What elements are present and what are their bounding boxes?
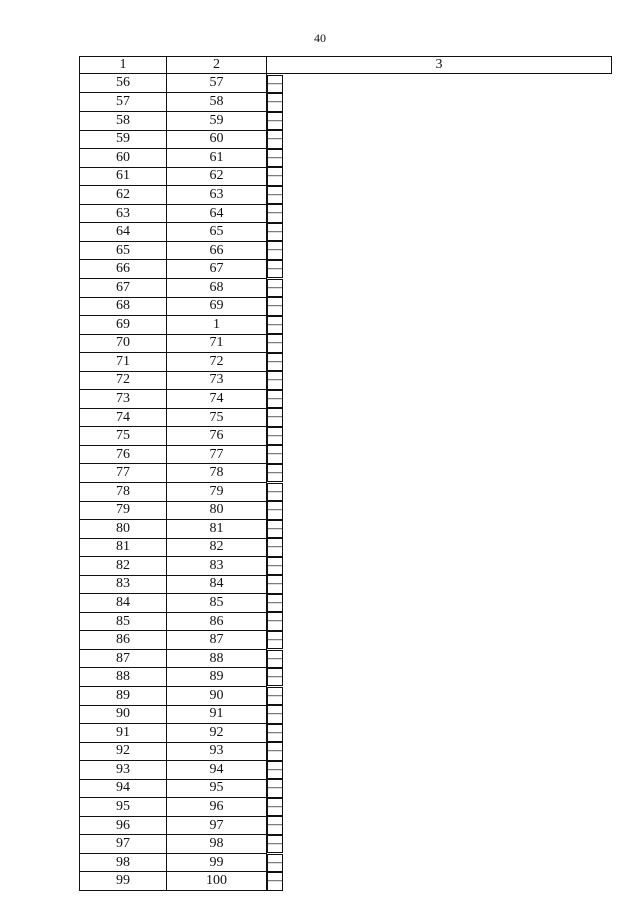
table-row <box>80 594 612 613</box>
table-cell-col2: 74 <box>167 390 267 409</box>
table-row <box>80 575 612 594</box>
table-row <box>80 686 612 705</box>
table-cell-col1: 92 <box>80 742 167 761</box>
table-cell-col3: — <box>267 872 283 890</box>
table-row <box>80 520 612 539</box>
table-body <box>80 57 612 891</box>
table-cell-col2: 73 <box>167 371 267 390</box>
table-cell-col2: 92 <box>167 724 267 743</box>
table-cell-col2: 66 <box>167 241 267 260</box>
table-cell-col1: 65 <box>80 241 167 260</box>
table-cell-col2: 76 <box>167 427 267 446</box>
table-cell-col2: 72 <box>167 353 267 372</box>
table-cell-col3: — <box>267 501 283 519</box>
header-cell-3: 3 <box>267 57 612 74</box>
table-row <box>80 557 612 576</box>
table-cell-col1: 97 <box>80 835 167 854</box>
table-cell-col3: — <box>267 798 283 816</box>
header-cell-1: 1 <box>80 57 167 74</box>
table-cell-col3: — <box>267 112 283 130</box>
table-cell-col2: 62 <box>167 167 267 186</box>
table-cell-col1: 75 <box>80 427 167 446</box>
table-cell-col3: — <box>267 761 283 779</box>
table-cell-col1: 94 <box>80 779 167 798</box>
table-row <box>80 501 612 520</box>
table-cell-col3: — <box>267 427 283 445</box>
table-cell-col3: — <box>267 520 283 538</box>
table-cell-col1: 87 <box>80 649 167 668</box>
table-cell-col2: 95 <box>167 779 267 798</box>
table-cell-col2: 61 <box>167 149 267 168</box>
table-cell-col2: 58 <box>167 93 267 112</box>
table-cell-col2: 75 <box>167 408 267 427</box>
page-number: 40 <box>314 31 326 45</box>
table-cell-col3: — <box>267 575 283 593</box>
table-cell-col2: 80 <box>167 501 267 520</box>
table-cell-col1: 57 <box>80 93 167 112</box>
table-cell-col2: 85 <box>167 594 267 613</box>
table-cell-col2: 96 <box>167 798 267 817</box>
table-cell-col3: — <box>267 742 283 760</box>
table-cell-col3: — <box>267 241 283 259</box>
table-cell-col1: 91 <box>80 724 167 743</box>
table-row <box>80 705 612 724</box>
table-row <box>80 853 612 872</box>
table-cell-col2: 100 <box>167 872 267 891</box>
table-cell-col2: 78 <box>167 464 267 483</box>
table-row <box>80 167 612 186</box>
table-cell-col1: 99 <box>80 872 167 891</box>
table-row <box>80 872 612 891</box>
table-cell-col3: — <box>267 93 283 111</box>
data-table <box>79 56 612 891</box>
table-cell-col2: 90 <box>167 686 267 705</box>
table-cell-col1: 62 <box>80 186 167 205</box>
table-cell-col1: 68 <box>80 297 167 316</box>
table-row <box>80 353 612 372</box>
table-row <box>80 631 612 650</box>
table-row <box>80 408 612 427</box>
table-cell-col1: 72 <box>80 371 167 390</box>
table-row <box>80 538 612 557</box>
table-cell-col2: 1 <box>167 316 267 335</box>
table-cell-col3: — <box>267 650 283 668</box>
table-cell-col2: 89 <box>167 668 267 687</box>
table-cell-col1: 81 <box>80 538 167 557</box>
table-row <box>80 464 612 483</box>
table-cell-col1: 71 <box>80 353 167 372</box>
table-cell-col1: 73 <box>80 390 167 409</box>
table-cell-col2: 60 <box>167 130 267 149</box>
table-cell-col1: 69 <box>80 316 167 335</box>
table-cell-col3: — <box>267 835 283 853</box>
table-cell-col2: 64 <box>167 204 267 223</box>
table-cell-col3: — <box>267 390 283 408</box>
table-row <box>80 482 612 501</box>
table-cell-col2: 86 <box>167 612 267 631</box>
table-cell-col2: 65 <box>167 223 267 242</box>
table-cell-col2: 93 <box>167 742 267 761</box>
table-row <box>80 112 612 131</box>
table-cell-col1: 61 <box>80 167 167 186</box>
table-cell-col3: — <box>267 779 283 797</box>
table-row <box>80 724 612 743</box>
table-row <box>80 186 612 205</box>
table-cell-col2: 77 <box>167 445 267 464</box>
table-cell-col3: — <box>267 260 283 278</box>
table-cell-col1: 56 <box>80 74 167 93</box>
table-cell-col2: 79 <box>167 482 267 501</box>
table-cell-col1: 93 <box>80 761 167 780</box>
table-row <box>80 241 612 260</box>
table-row <box>80 390 612 409</box>
table-row <box>80 260 612 279</box>
table-row <box>80 649 612 668</box>
table-cell-col2: 83 <box>167 557 267 576</box>
table-row <box>80 668 612 687</box>
table-row <box>80 297 612 316</box>
table-cell-col1: 74 <box>80 408 167 427</box>
table-row <box>80 130 612 149</box>
table-cell-col3: — <box>267 186 283 204</box>
table-cell-col3: — <box>267 149 283 167</box>
table-row <box>80 93 612 112</box>
table-cell-col1: 90 <box>80 705 167 724</box>
table-cell-col2: 63 <box>167 186 267 205</box>
table-cell-col1: 88 <box>80 668 167 687</box>
table-cell-col1: 64 <box>80 223 167 242</box>
table-row <box>80 278 612 297</box>
table-row <box>80 835 612 854</box>
table-cell-col3: — <box>267 371 283 389</box>
table-cell-col2: 99 <box>167 853 267 872</box>
table-header-row <box>80 57 612 74</box>
table-cell-col1: 67 <box>80 278 167 297</box>
table-cell-col1: 58 <box>80 112 167 131</box>
table-cell-col3: — <box>267 538 283 556</box>
table-cell-col3: — <box>267 668 283 686</box>
table-row <box>80 742 612 761</box>
table-cell-col3: — <box>267 279 283 297</box>
table-cell-col3: — <box>267 557 283 575</box>
table-cell-col3: — <box>267 297 283 315</box>
table-cell-col1: 77 <box>80 464 167 483</box>
table-cell-col1: 83 <box>80 575 167 594</box>
table-cell-col3: — <box>267 705 283 723</box>
table-cell-col3: — <box>267 854 283 872</box>
table-cell-col1: 78 <box>80 482 167 501</box>
table-cell-col2: 88 <box>167 649 267 668</box>
table-cell-col1: 63 <box>80 204 167 223</box>
table-row <box>80 371 612 390</box>
table-cell-col2: 91 <box>167 705 267 724</box>
header-cell-2: 2 <box>167 57 267 74</box>
table-cell-col1: 89 <box>80 686 167 705</box>
table-cell-col3: — <box>267 483 283 501</box>
table-cell-col3: — <box>267 75 283 93</box>
table-cell-col2: 69 <box>167 297 267 316</box>
table-cell-col3: — <box>267 316 283 334</box>
table-cell-col3: — <box>267 204 283 222</box>
table-cell-col2: 87 <box>167 631 267 650</box>
table-cell-col2: 98 <box>167 835 267 854</box>
table-cell-col3: — <box>267 408 283 426</box>
table-cell-col1: 70 <box>80 334 167 353</box>
table-cell-col1: 80 <box>80 520 167 539</box>
table-row <box>80 761 612 780</box>
table-row <box>80 612 612 631</box>
table-cell-col1: 85 <box>80 612 167 631</box>
table-cell-col1: 79 <box>80 501 167 520</box>
table-cell-col3: — <box>267 631 283 649</box>
table-cell-col3: — <box>267 334 283 352</box>
table-cell-col2: 82 <box>167 538 267 557</box>
table-cell-col2: 59 <box>167 112 267 131</box>
table-cell-col1: 84 <box>80 594 167 613</box>
table-cell-col1: 82 <box>80 557 167 576</box>
table-row <box>80 816 612 835</box>
table-cell-col3: — <box>267 612 283 630</box>
table-cell-col1: 60 <box>80 149 167 168</box>
table-cell-col2: 71 <box>167 334 267 353</box>
table-row <box>80 427 612 446</box>
table-row <box>80 74 612 93</box>
table-cell-col2: 81 <box>167 520 267 539</box>
table-cell-col1: 86 <box>80 631 167 650</box>
table-cell-col1: 59 <box>80 130 167 149</box>
table-cell-col2: 84 <box>167 575 267 594</box>
table-cell-col2: 94 <box>167 761 267 780</box>
table-cell-col1: 66 <box>80 260 167 279</box>
table-cell-col3: — <box>267 223 283 241</box>
table-row <box>80 223 612 242</box>
table-cell-col2: 67 <box>167 260 267 279</box>
table-cell-col3: — <box>267 353 283 371</box>
table-row <box>80 149 612 168</box>
table-cell-col2: 68 <box>167 278 267 297</box>
table-cell-col3: — <box>267 594 283 612</box>
table-cell-col2: 97 <box>167 816 267 835</box>
table-cell-col3: — <box>267 724 283 742</box>
table-cell-col3: — <box>267 464 283 482</box>
table-cell-col3: — <box>267 167 283 185</box>
table-cell-col1: 98 <box>80 853 167 872</box>
table-cell-col2: 57 <box>167 74 267 93</box>
table-row <box>80 798 612 817</box>
table-row <box>80 204 612 223</box>
table-cell-col1: 95 <box>80 798 167 817</box>
table-cell-col3: — <box>267 816 283 834</box>
table-cell-col3: — <box>267 687 283 705</box>
table-row <box>80 779 612 798</box>
table-cell-col3: — <box>267 130 283 148</box>
table-cell-col1: 96 <box>80 816 167 835</box>
table-row <box>80 445 612 464</box>
table-row <box>80 334 612 353</box>
table-cell-col1: 76 <box>80 445 167 464</box>
table-row <box>80 316 612 335</box>
table-cell-col3: — <box>267 445 283 463</box>
